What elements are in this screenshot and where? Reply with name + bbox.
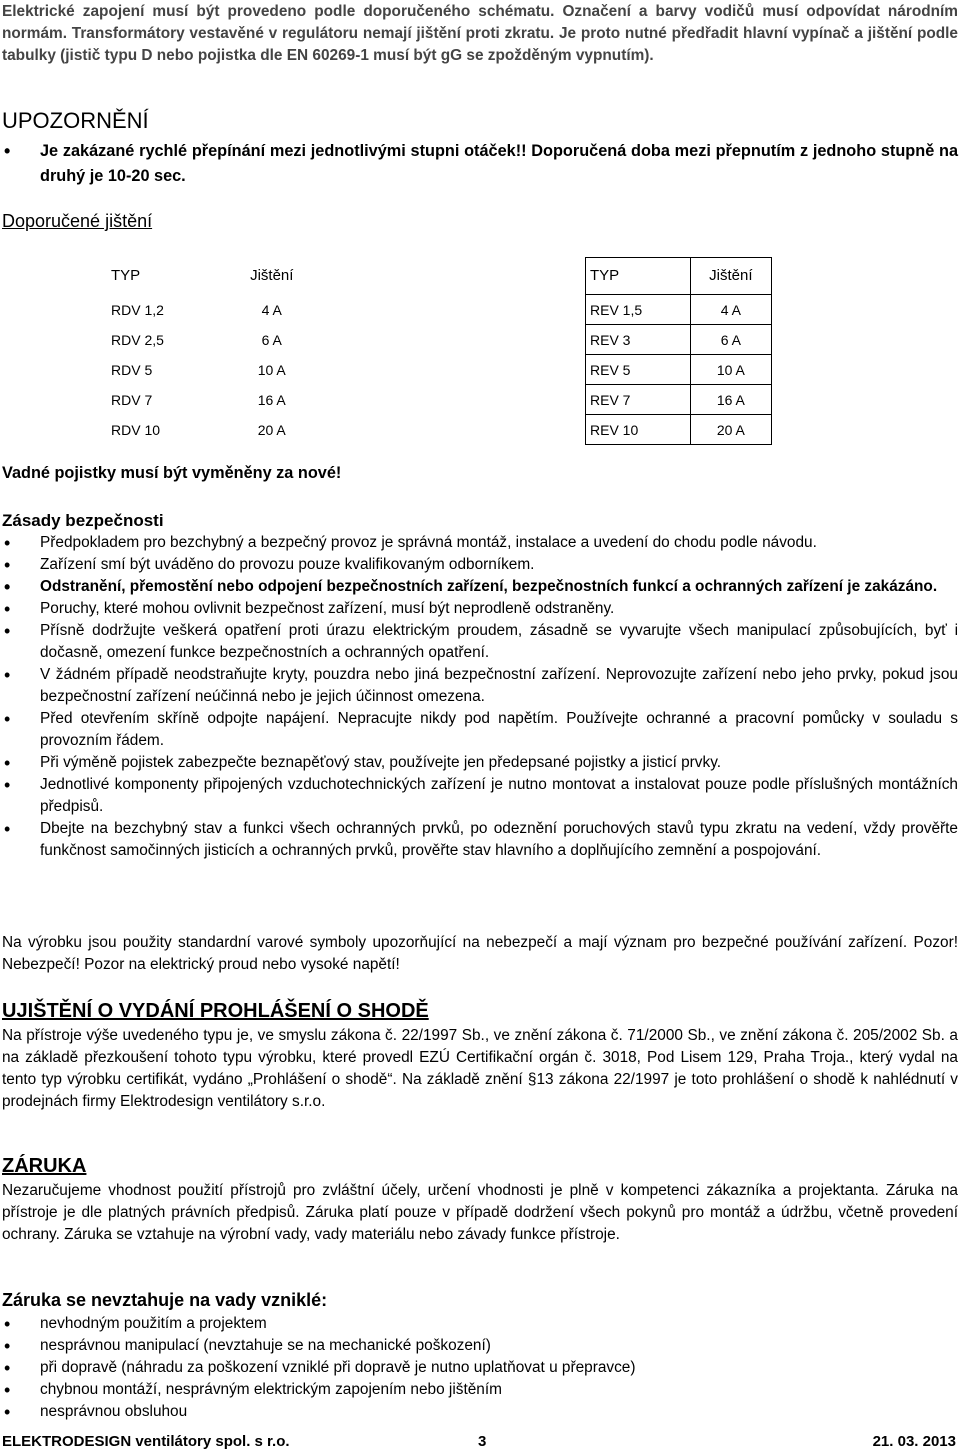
safety-item: • Dbejte na bezchybný stav a funkci všech ochranných prvků, po odeznění poruchových stavů typu zkratu na vedení, vždy prověřte funkčnost samočinných jisticích a ochranných prvků, prověřte stav hlavního a doplňujícího zemnění a pospojování. (2, 818, 958, 862)
safety-item: • Předpokladem pro bezchybný a bezpečný provoz je správná montáž, instalace a uvedení do chodu podle návodu. (2, 532, 958, 554)
safety-item: • Jednotlivé komponenty připojených vzduchotechnických zařízení je nutno montovat a instalovat pouze podle příslušných montážních předpisů. (2, 774, 958, 818)
exclusion-item: • nesprávnou manipulací (nevztahuje se na mechanické poškození) (2, 1335, 958, 1357)
fuse-table-rev (585, 257, 772, 445)
exclusions-list (2, 1313, 958, 1423)
rdv-row (107, 415, 318, 445)
rdv-type-cell: RDV 2,5 (107, 325, 226, 355)
rdv-row (107, 325, 318, 355)
fuse-note: Vadné pojistky musí být vyměněny za nové! (2, 464, 342, 482)
rdv-row (107, 295, 318, 325)
safety-item: • Poruchy, které mohou ovlivnit bezpečnost zařízení, musí být neprodleně odstraněny. (2, 598, 958, 620)
rdv-type-cell: RDV 7 (107, 385, 226, 415)
safety-item: • V žádném případě neodstraňujte kryty, pouzdra nebo jiná bezpečnostní zařízení. Neprovozujte zařízení nebo jeho prvky, pokud jsou bezpečnostní zařízení neúčinná nebo je jejich účinnost omezena. (2, 664, 958, 708)
rev-type-cell: REV 1,5 (586, 295, 691, 325)
fuse-table-rdv-body (107, 258, 318, 445)
rev-fuse-cell: 20 A (690, 415, 771, 445)
declaration-text: Na přístroje výše uvedeného typu je, ve smyslu zákona č. 22/1997 Sb., ve znění zákona č. 71/2000 Sb., ve znění zákona č. 205/2002 Sb. a na základě přezkoušení tohoto typu výrobku, které provedl EZÚ Certifikační orgán č. 3018, Pod Lisem 129, Praha Troja., který vydal na tento typ výrobku certifikát, vydáno „Prohlášení o shodě“. Na základě znění §13 zákona 22/1997 je toto prohlášení o shodě k nahlédnutí v prodejnách firmy Elektrodesign ventilátory s.r.o. (2, 1027, 958, 1110)
footer-company: ELEKTRODESIGN ventilátory spol. s r.o. (2, 1433, 290, 1450)
safety-item: • Odstranění, přemostění nebo odpojení bezpečnostních zařízení, bezpečnostních funkcí a ochranných zařízení je zakázáno. (2, 576, 958, 598)
rdv-header-type: TYP (107, 258, 226, 295)
rdv-fuse-cell: 4 A (226, 295, 318, 325)
rev-fuse-cell: 4 A (690, 295, 771, 325)
warning-title: UPOZORNĚNÍ (2, 108, 149, 133)
rdv-type-cell: RDV 1,2 (107, 295, 226, 325)
rdv-fuse-cell: 16 A (226, 385, 318, 415)
safety-item: • Před otevřením skříně odpojte napájení. Nepracujte nikdy pod napětím. Používejte ochranné a pracovní pomůcky v souladu s provozním řádem. (2, 708, 958, 752)
rev-row (586, 295, 772, 325)
rev-fuse-cell: 10 A (690, 355, 771, 385)
rev-type-cell: REV 3 (586, 325, 691, 355)
rdv-type-cell: RDV 10 (107, 415, 226, 445)
footer-date: 21. 03. 2013 (872, 1433, 956, 1450)
rdv-type-cell: RDV 5 (107, 355, 226, 385)
rev-type-cell: REV 5 (586, 355, 691, 385)
rev-header-type: TYP (586, 258, 691, 295)
warning-text: • Je zakázané rychlé přepínání mezi jednotlivými stupni otáček!! Doporučená doba mezi přepnutím z jednoho stupně na druhý je 10-20 sec. (2, 139, 958, 189)
rdv-header-fuse: Jištění (226, 258, 318, 295)
rev-type-cell: REV 10 (586, 415, 691, 445)
footer-page-number: 3 (478, 1433, 487, 1450)
rev-fuse-cell: 6 A (690, 325, 771, 355)
exclusion-item: • nesprávnou obsluhou (2, 1401, 958, 1423)
rdv-fuse-cell: 20 A (226, 415, 318, 445)
fuse-table-rev-body (586, 258, 772, 445)
safety-item: • Při výměně pojistek zabezpečte beznapěťový stav, používejte jen předepsané pojistky a jisticí prvky. (2, 752, 958, 774)
intro-paragraph: Elektrické zapojení musí být provedeno podle doporučeného schématu. Označení a barvy vodičů musí odpovídat národním normám. Transformátory vestavěné v regulátoru nemají jištění proti zkratu. Je proto nutné předřadit hlavní vypínač a jištění podle tabulky (jistič typu D nebo pojistka dle EN 60269-1 musí být gG se zpožděným vypnutím). (2, 3, 958, 64)
rev-row (586, 325, 772, 355)
rdv-fuse-cell: 6 A (226, 325, 318, 355)
exclusion-item: • chybnou montáží, nesprávným elektrickým zapojením nebo jištěním (2, 1379, 958, 1401)
symbols-paragraph: Na výrobku jsou použity standardní varové symboly upozorňující na nebezpečí a mají význam pro bezpečné používání zařízení. Pozor! Nebezpečí! Pozor na elektrický proud nebo vysoké napětí! (2, 934, 958, 973)
rev-header-row (586, 258, 772, 295)
rev-header-fuse: Jištění (690, 258, 771, 295)
exclusions-title: Záruka se nevztahuje na vady vzniklé: (2, 1290, 328, 1310)
warranty-title: ZÁRUKA (2, 1155, 87, 1177)
warranty-text: Nezaručujeme vhodnost použití přístrojů pro zvláštní účely, určení vhodnosti je plně v kompetenci zákazníka a projektanta. Záruka na přístroje je dle platných právních předpisů. Záruka platí pouze v případě dodržení všech pokynů pro montáž a údržbu, včetně provedení ochrany. Záruka se vztahuje na výrobní vady, vady materiálu nebo závady funkce přístroje. (2, 1182, 958, 1243)
exclusion-item: • při dopravě (náhradu za poškození vzniklé při dopravě je nutno uplatňovat u přepravce) (2, 1357, 958, 1379)
safety-item: • Zařízení smí být uváděno do provozu pouze kvalifikovaným odborníkem. (2, 554, 958, 576)
safety-title: Zásady bezpečnosti (2, 511, 164, 530)
exclusion-item: • nevhodným použitím a projektem (2, 1313, 958, 1335)
fuses-title: Doporučené jištění (2, 211, 153, 231)
warning-list (2, 139, 958, 189)
rdv-row (107, 355, 318, 385)
safety-item: • Přísně dodržujte veškerá opatření proti úrazu elektrickým proudem, zásadně se vyvarujte všech manipulací způsobujících, byť i dočasně, omezení funkce bezpečnostních a ochranných opatření. (2, 620, 958, 664)
rev-fuse-cell: 16 A (690, 385, 771, 415)
rev-row (586, 415, 772, 445)
rev-row (586, 385, 772, 415)
rdv-row (107, 385, 318, 415)
rev-type-cell: REV 7 (586, 385, 691, 415)
fuse-table-rdv (106, 257, 318, 445)
declaration-title: UJIŠTĚNÍ O VYDÁNÍ PROHLÁŠENÍ O SHODĚ (2, 1000, 429, 1022)
rdv-fuse-cell: 10 A (226, 355, 318, 385)
rev-row (586, 355, 772, 385)
rdv-header-row (107, 258, 318, 295)
safety-list (2, 532, 958, 862)
